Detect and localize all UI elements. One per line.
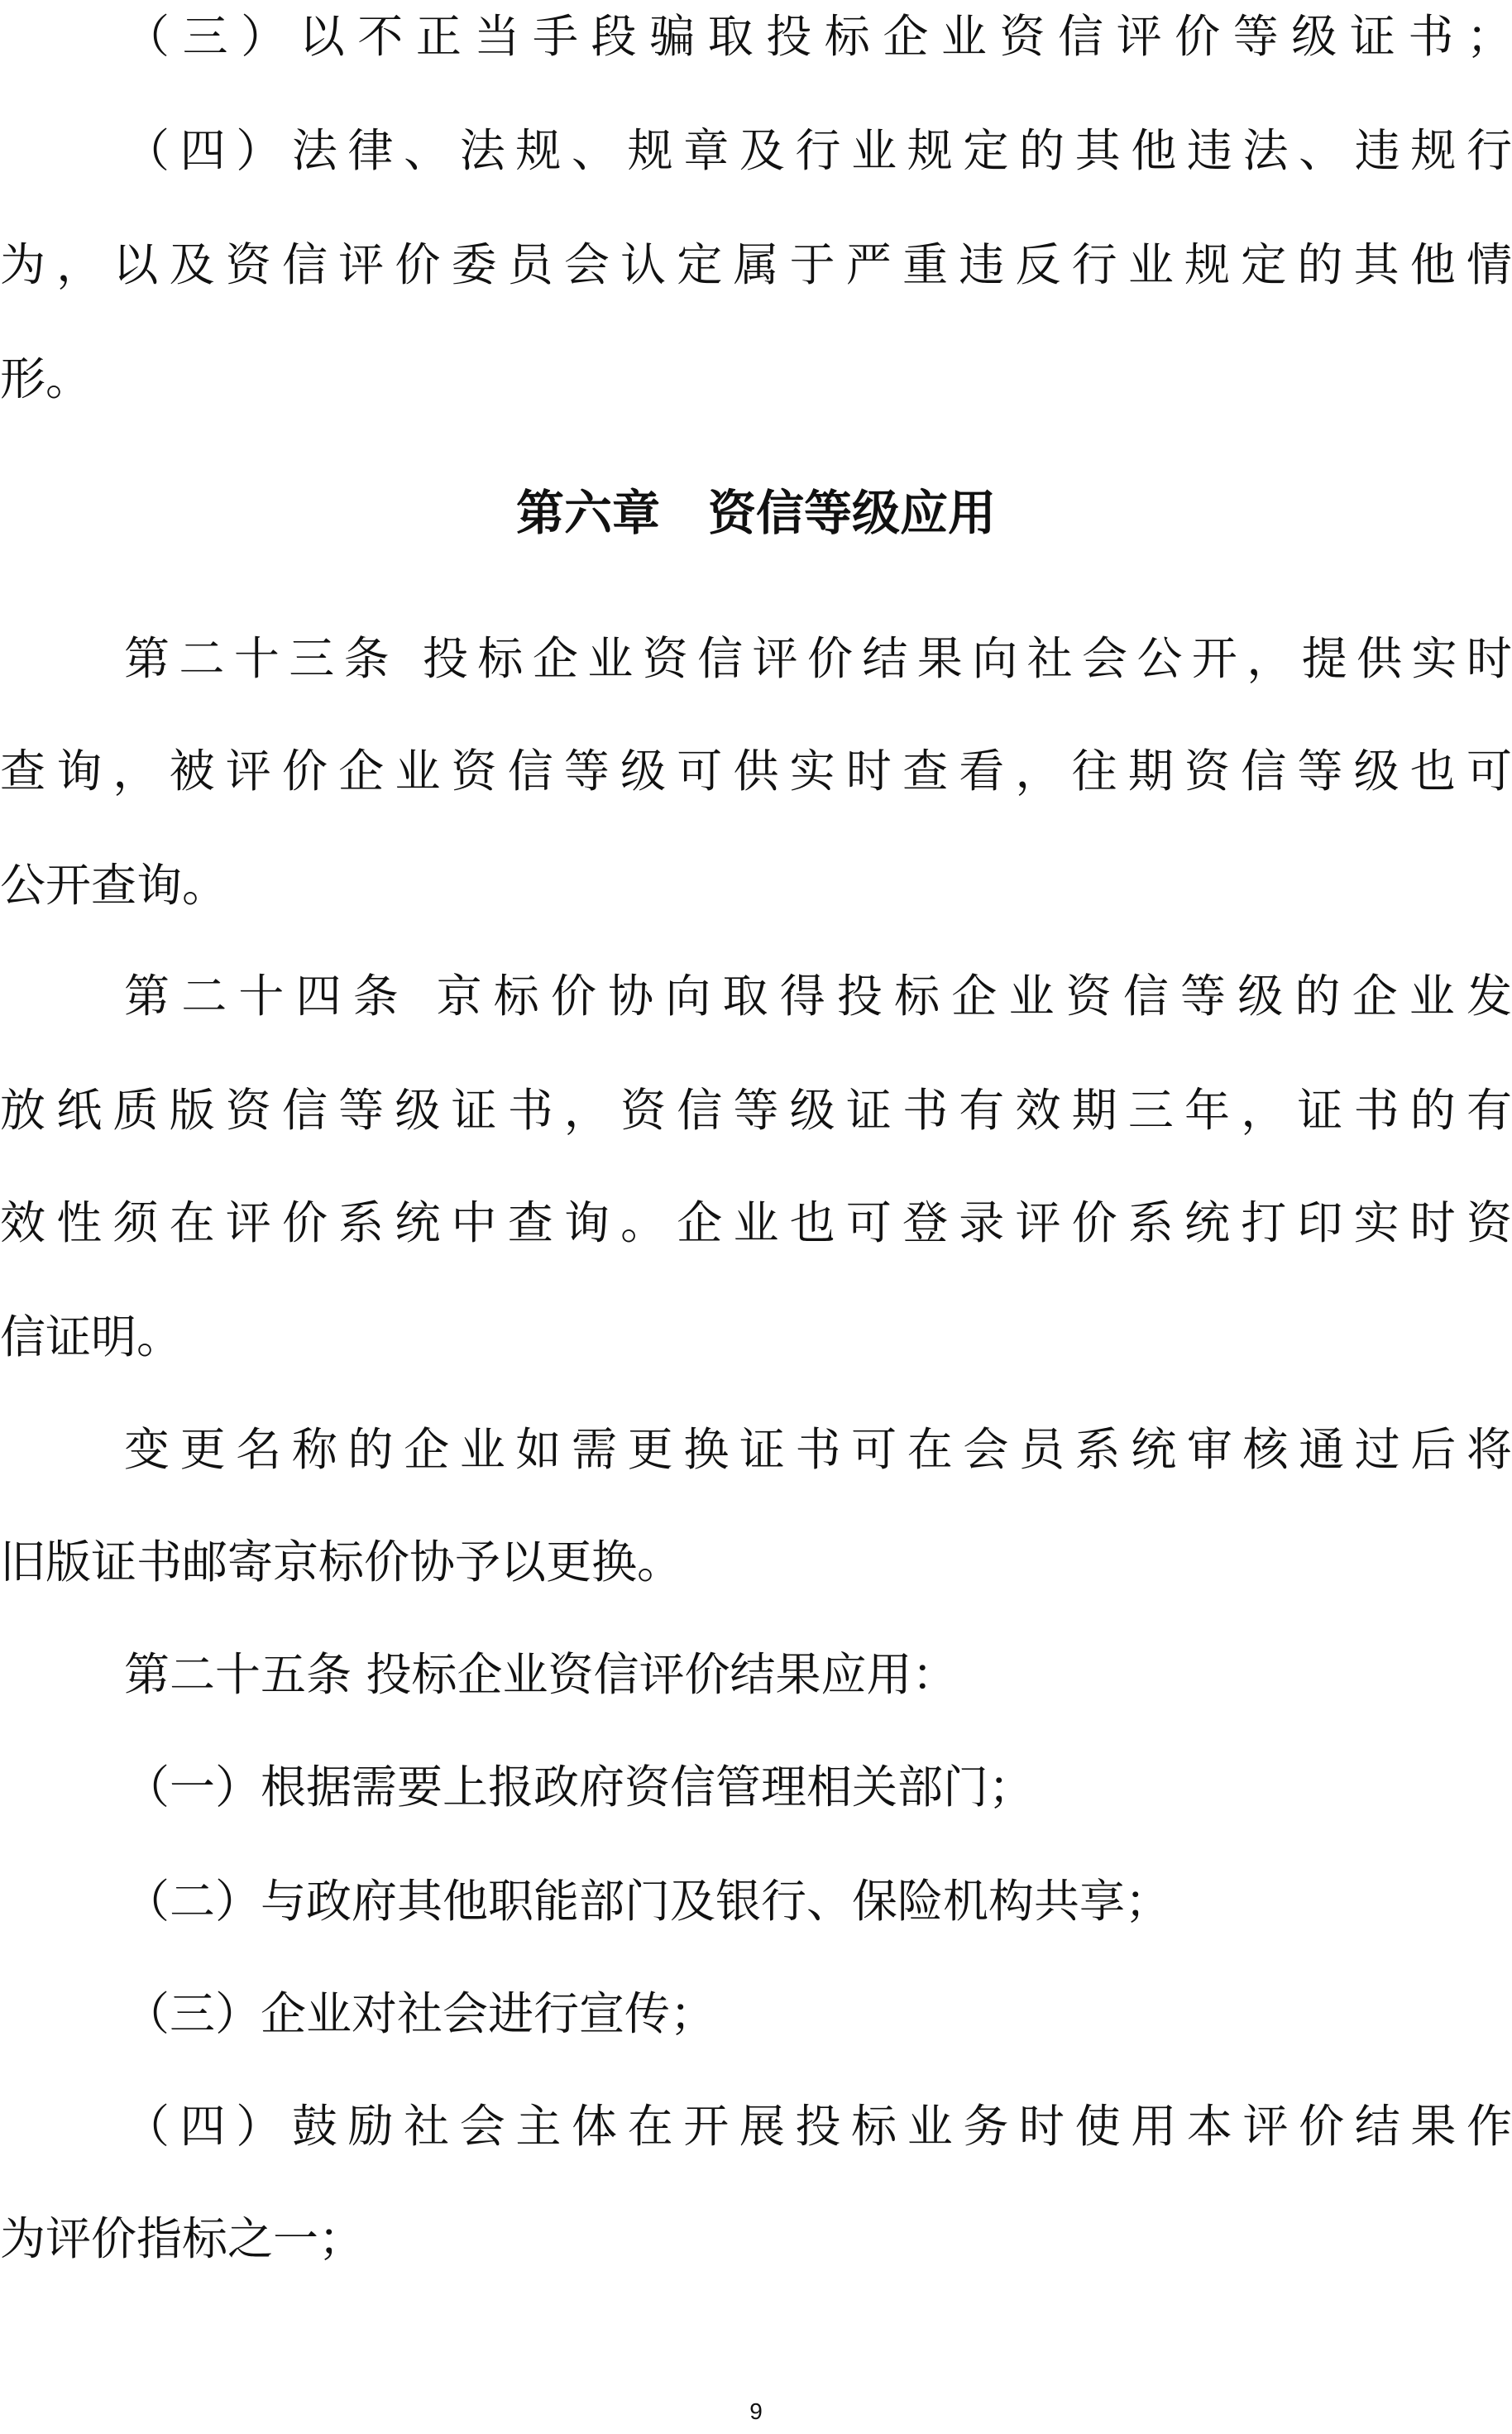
body-line: 效性须在评价系统中查询。企业也可登录评价系统打印实时资: [0, 1196, 1512, 1249]
list-item: （二）与政府其他职能部门及银行、保险机构共享；: [124, 1875, 1171, 1928]
body-line: （三）以不正当手段骗取投标企业资信评价等级证书；: [124, 10, 1512, 63]
body-line: 放纸质版资信等级证书，资信等级证书有效期三年，证书的有: [0, 1084, 1512, 1137]
body-line: 为，以及资信评价委员会认定属于严重违反行业规定的其他情: [0, 238, 1512, 291]
article-23-line: 第二十三条 投标企业资信评价结果向社会公开，提供实时: [124, 632, 1512, 685]
body-line: 信证明。: [0, 1310, 183, 1363]
list-item: （三）企业对社会进行宣传；: [124, 1987, 716, 2040]
page-number: 9: [749, 2398, 763, 2424]
article-24-line: 第二十四条 京标价协向取得投标企业资信等级的企业发: [124, 970, 1512, 1023]
article-25-line: 第二十五条 投标企业资信评价结果应用：: [124, 1648, 958, 1701]
list-item: （一）根据需要上报政府资信管理相关部门；: [124, 1761, 1035, 1814]
body-line: 形。: [0, 352, 92, 405]
list-item: （四）鼓励社会主体在开展投标业务时使用本评价结果作: [124, 2100, 1512, 2153]
body-line: 旧版证书邮寄京标价协予以更换。: [0, 1536, 683, 1588]
body-line: 为评价指标之一；: [0, 2212, 365, 2265]
body-line: （四）法律、法规、规章及行业规定的其他违法、违规行: [124, 124, 1512, 177]
chapter-heading: 第六章 资信等级应用: [515, 485, 996, 541]
body-line: 变更名称的企业如需更换证书可在会员系统审核通过后将: [124, 1423, 1512, 1476]
body-line: 公开查询。: [0, 859, 228, 912]
body-line: 查询，被评价企业资信等级可供实时查看，往期资信等级也可: [0, 745, 1512, 798]
